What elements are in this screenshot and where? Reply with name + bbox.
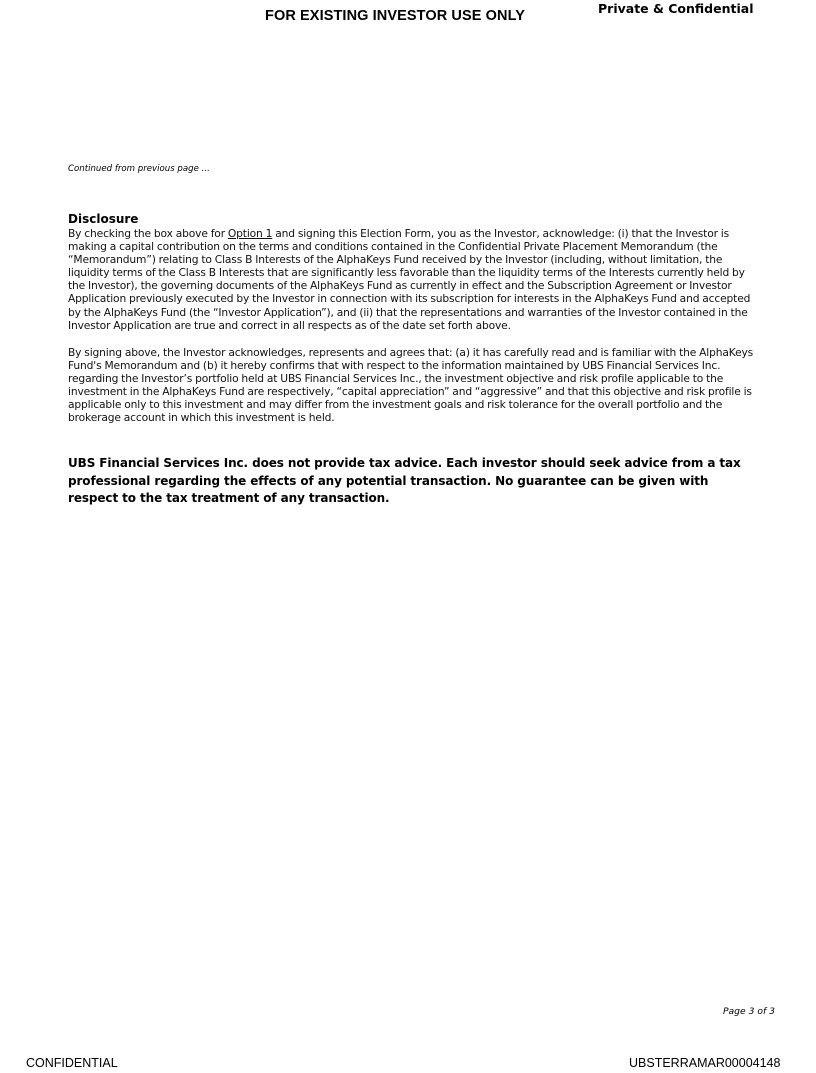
page-number: Page 3 of 3	[723, 1006, 775, 1017]
main-content	[68, 212, 758, 508]
tax-advice-notice: UBS Financial Services Inc. does not provide tax advice. Each investor should seek advice from a tax professional regarding the effects of any potential transaction. No guarantee can be given with respect to the tax treatment of any transaction.	[68, 456, 741, 506]
disclosure-paragraph-1-lead: By checking the box above for	[68, 227, 228, 240]
disclosure-heading: Disclosure	[68, 212, 139, 226]
option-1-reference: Option 1	[227, 227, 273, 240]
footer-confidential-label: CONFIDENTIAL	[26, 1056, 118, 1070]
confidentiality-label: Private & Confidential	[598, 1, 754, 16]
disclosure-paragraph-2: By signing above, the Investor acknowledges, represents and agrees that: (a) it has carefully read and is familiar with the AlphaKeys Fund's Memorandum and (b) it hereby confirms that with respect to the information maintained by UBS Financial Services Inc. regarding the Investor’s portfolio held at UBS Financial Services Inc., the investment objective and risk profile applicable to the investment in the AlphaKeys Fund are respectively, “capital appreciation” and “aggressive” and that this objective and risk profile is applicable only to this investment and may differ from the investment goals and risk tolerance for the overall portfolio and the brokerage account in which this investment is held.	[68, 345, 754, 425]
disclosure-paragraph-1	[68, 227, 758, 332]
footer-bates-number: UBSTERRAMAR00004148	[629, 1056, 781, 1070]
disclosure-paragraph-1-body: and signing this Election Form, you as the Investor, acknowledge: (i) that the Investor is making a capital contribution on the terms and conditions contained in the Confidential Private Placement Memorandum (the “Memorandum”) relating to Class B Interests of the AlphaKeys Fund received by the Investor (including, without limitation, the liquidity terms of the Class B Interests that are significantly less favorable than the liquidity terms of the Interests currently held by the Investor), the governing documents of the AlphaKeys Fund as currently in effect and the Subscription Agreement or Investor Application previously executed by the Investor in connection with its subscription for interests in the AlphaKeys Fund and accepted by the AlphaKeys Fund (the “Investor Application”), and (ii) that the representations and warranties of the Investor contained in the Investor Application are true and correct in all respects as of the date set forth above.	[68, 227, 751, 332]
header-banner: FOR EXISTING INVESTOR USE ONLY	[265, 8, 526, 24]
continued-note: Continued from previous page ...	[68, 164, 210, 174]
